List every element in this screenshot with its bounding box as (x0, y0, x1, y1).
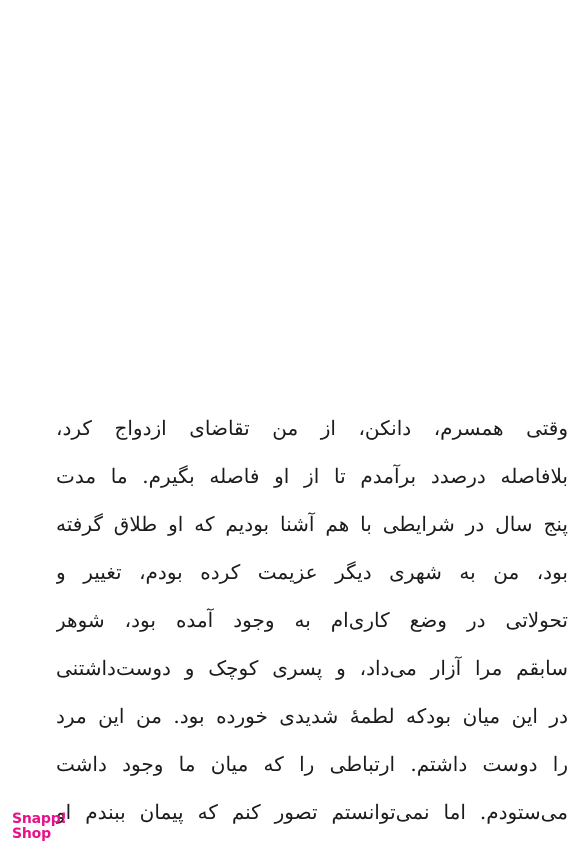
logo-line-2: Shop (12, 826, 51, 842)
snappshop-logo (12, 812, 72, 846)
text-line: سابقم مرا آزار می‌داد، و پسری کوچک و دوست‌داشتنی (56, 656, 568, 680)
body-paragraph (56, 404, 568, 836)
text-line: تحولاتی در وضع کاری‌ام به وجود آمده بود، شوهر (56, 608, 568, 632)
text-line: وقتی همسرم، دانکن، از من تقاضای ازدواج کرد، (56, 416, 568, 440)
text-line: بود، من به شهری دیگر عزیمت کرده بودم، تغییر و (56, 560, 568, 584)
text-line: می‌ستودم. اما نمی‌توانستم تصور کنم که پیمان ببندم او (56, 800, 568, 824)
text-line: در این میان بودکه لطمهٔ شدیدی خورده بود. من این مرد (56, 704, 568, 728)
text-line: پنج سال در شرایطی با هم آشنا بودیم که او طلاق گرفته (56, 512, 568, 536)
text-line: بلافاصله درصدد برآمدم تا از او فاصله بگیرم. ما مدت (56, 464, 568, 488)
logo-line-1: Snapp! (12, 811, 67, 827)
text-line: را دوست داشتم. ارتباطی را که میان ما وجود داشت (56, 752, 568, 776)
